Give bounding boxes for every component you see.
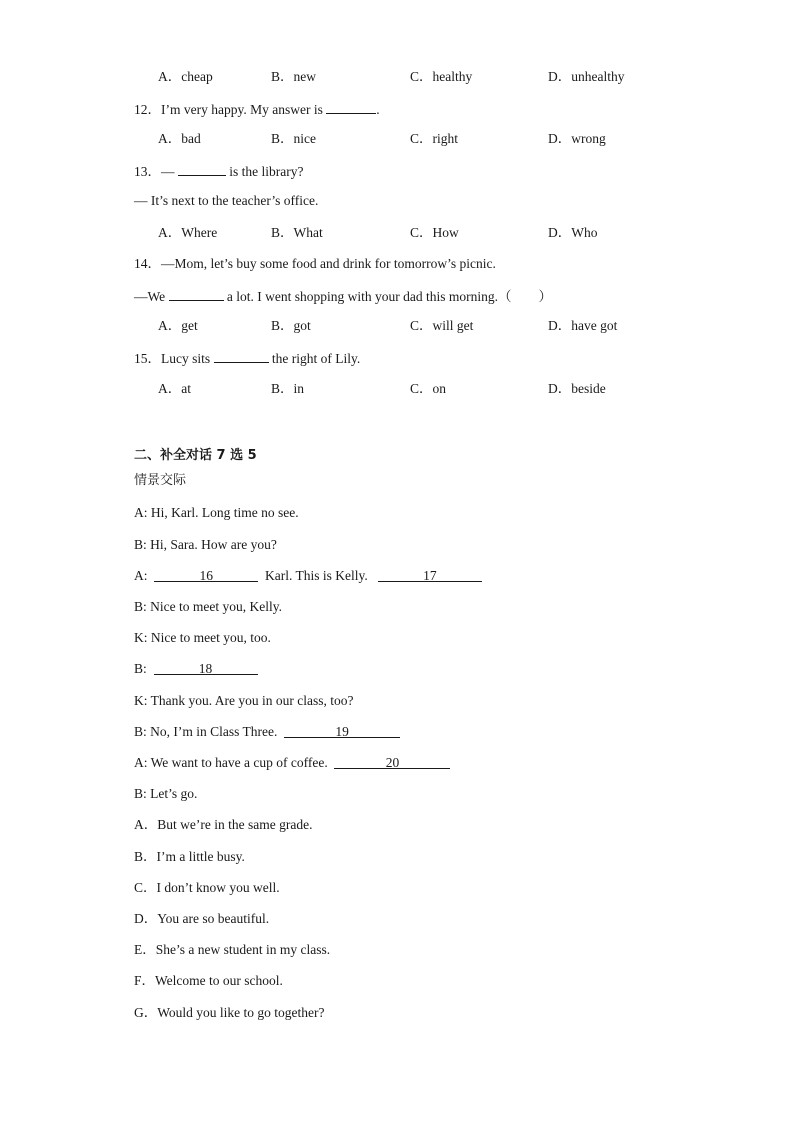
choice-d[interactable]: D．You are so beautiful. <box>134 911 270 926</box>
dialogue-line-5: K: Nice to meet you, too. <box>134 630 271 645</box>
q12-option-b[interactable]: B．nice <box>271 131 316 146</box>
q13-option-a[interactable]: A．Where <box>158 225 218 240</box>
q15-option-c[interactable]: C．on <box>410 381 447 396</box>
q14-stem-line1: 14．—Mom, let’s buy some food and drink for tomorrow’s picnic. <box>134 256 496 271</box>
q13-stem-post: is the library? <box>229 164 304 179</box>
q14-option-c[interactable]: C．will get <box>410 318 474 333</box>
q11-option-d[interactable]: D．unhealthy <box>548 69 625 84</box>
dialogue-line-9-text: A: We want to have a cup of coffee. <box>134 755 328 770</box>
q12-option-c[interactable]: C．right <box>410 131 459 146</box>
q11-option-c[interactable]: C．healthy <box>410 69 473 84</box>
q13-answer-blank[interactable] <box>178 161 226 176</box>
q15-option-b[interactable]: B．in <box>271 381 305 396</box>
choice-c[interactable]: C．I don’t know you well. <box>134 880 280 895</box>
q15-option-d[interactable]: D．beside <box>548 381 606 396</box>
q11-option-a[interactable]: A．cheap <box>158 69 213 84</box>
section-title: 二、补全对话 7 选 5 <box>134 448 257 463</box>
q14-option-d[interactable]: D．have got <box>548 318 618 333</box>
q15-stem-pre: 15．Lucy sits <box>134 351 211 366</box>
dialogue-line-7: K: Thank you. Are you in our class, too? <box>134 693 354 708</box>
q15-answer-blank[interactable] <box>214 348 269 363</box>
q14-option-b[interactable]: B．got <box>271 318 311 333</box>
q15-option-a[interactable]: A．at <box>158 381 191 396</box>
q15-stem <box>134 348 360 368</box>
q13-stem <box>134 161 303 181</box>
dialogue-line-6 <box>134 660 258 678</box>
dialogue-line-4: B: Nice to meet you, Kelly. <box>134 599 282 614</box>
choice-b[interactable]: B．I’m a little busy. <box>134 849 245 864</box>
q15-stem-post: the right of Lily. <box>271 351 361 366</box>
dialogue-line-3-text: Karl. This is Kelly. <box>265 568 368 583</box>
q14-stem-line2 <box>134 286 552 306</box>
choice-f[interactable]: F．Welcome to our school. <box>134 973 283 988</box>
q14-option-a[interactable]: A．get <box>158 318 198 333</box>
blank-17[interactable]: 17 <box>378 567 482 582</box>
dialogue-line-3 <box>134 567 482 585</box>
q13-option-c[interactable]: C．How <box>410 225 459 240</box>
dialogue-line-2: B: Hi, Sara. How are you? <box>134 537 277 552</box>
q14-line2-pre: —We <box>134 289 166 304</box>
dialogue-line-10: B: Let’s go. <box>134 786 198 801</box>
q12-stem <box>134 99 380 119</box>
q14-line2-post: a lot. I went shopping with your dad this morning.（ ） <box>226 289 553 304</box>
q13-option-b[interactable]: B．What <box>271 225 323 240</box>
blank-20[interactable]: 20 <box>334 754 450 769</box>
section-subtitle: 情景交际 <box>134 473 187 488</box>
q12-option-a[interactable]: A．bad <box>158 131 201 146</box>
dialogue-line-6-speaker: B: <box>134 661 147 676</box>
q12-answer-blank[interactable] <box>326 99 376 114</box>
q13-reply: — It’s next to the teacher’s office. <box>134 193 319 208</box>
blank-19[interactable]: 19 <box>284 723 400 738</box>
q11-option-b[interactable]: B．new <box>271 69 316 84</box>
q12-stem-end: . <box>376 102 380 117</box>
choice-e[interactable]: E．She’s a new student in my class. <box>134 942 331 957</box>
dialogue-line-9 <box>134 754 450 772</box>
dialogue-line-1: A: Hi, Karl. Long time no see. <box>134 505 299 520</box>
dialogue-line-8-text: B: No, I’m in Class Three. <box>134 724 278 739</box>
q13-stem-pre: 13．— <box>134 164 175 179</box>
q13-option-d[interactable]: D．Who <box>548 225 598 240</box>
blank-18[interactable]: 18 <box>154 660 258 675</box>
q12-option-d[interactable]: D．wrong <box>548 131 606 146</box>
choice-g[interactable]: G．Would you like to go together? <box>134 1005 325 1020</box>
q14-answer-blank[interactable] <box>169 286 224 301</box>
q12-stem-text: 12．I’m very happy. My answer is <box>134 102 323 117</box>
blank-16[interactable]: 16 <box>154 567 258 582</box>
choice-a[interactable]: A．But we’re in the same grade. <box>134 817 313 832</box>
dialogue-line-8 <box>134 723 400 741</box>
dialogue-line-3-speaker: A: <box>134 568 148 583</box>
